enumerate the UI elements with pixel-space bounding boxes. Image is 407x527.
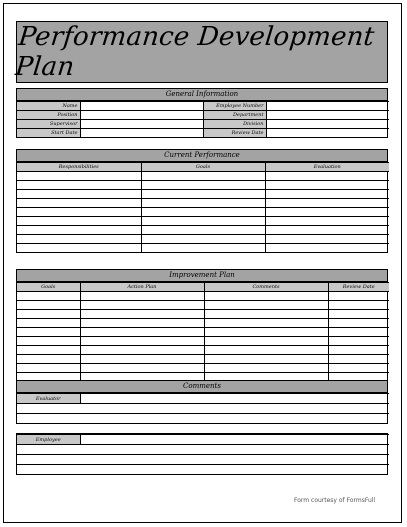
table-cell[interactable] xyxy=(17,346,80,355)
table-cell[interactable] xyxy=(204,346,328,355)
evaluator-row xyxy=(17,414,389,424)
form-page xyxy=(3,3,402,523)
department-field[interactable] xyxy=(266,111,389,120)
goals-header: Goals xyxy=(17,283,80,292)
improvement-plan-table xyxy=(17,282,389,381)
table-cell[interactable] xyxy=(265,235,389,244)
table-cell[interactable] xyxy=(17,172,141,181)
employee-number-label: Employee Number xyxy=(203,102,266,111)
employee-row xyxy=(17,435,389,445)
table-cell[interactable] xyxy=(204,337,328,346)
table-cell[interactable] xyxy=(141,190,265,199)
table-cell[interactable] xyxy=(328,346,389,355)
general-row xyxy=(17,129,389,138)
table-row xyxy=(17,310,389,319)
table-cell[interactable] xyxy=(17,217,141,226)
goals-header: Goals xyxy=(141,163,265,172)
table-cell[interactable] xyxy=(80,346,204,355)
table-row xyxy=(17,226,389,235)
table-cell[interactable] xyxy=(141,226,265,235)
review-date-field[interactable] xyxy=(266,129,389,138)
table-cell[interactable] xyxy=(328,301,389,310)
current-performance-section xyxy=(16,149,388,253)
form-title: Performance Development Plan xyxy=(13,22,376,82)
table-cell[interactable] xyxy=(265,208,389,217)
table-row xyxy=(17,244,389,253)
employee-label: Employee xyxy=(17,435,80,445)
table-cell[interactable] xyxy=(328,328,389,337)
action-plan-header: Action Plan xyxy=(80,283,204,292)
evaluator-comments-table xyxy=(17,393,389,423)
table-cell[interactable] xyxy=(17,181,141,190)
table-cell[interactable] xyxy=(328,319,389,328)
table-row xyxy=(17,199,389,208)
table-cell[interactable] xyxy=(17,328,80,337)
table-cell[interactable] xyxy=(141,235,265,244)
department-label: Department xyxy=(203,111,266,120)
table-cell[interactable] xyxy=(17,244,141,253)
table-row xyxy=(17,190,389,199)
table-cell[interactable] xyxy=(80,301,204,310)
evaluation-header: Evaluation xyxy=(265,163,389,172)
table-cell[interactable] xyxy=(80,292,204,301)
table-cell[interactable] xyxy=(328,310,389,319)
position-field[interactable] xyxy=(80,111,203,120)
improvement-plan-heading: Improvement Plan xyxy=(17,270,387,282)
table-row xyxy=(17,181,389,190)
employee-row xyxy=(17,445,389,455)
table-cell[interactable] xyxy=(204,319,328,328)
position-label: Position xyxy=(17,111,80,120)
name-field[interactable] xyxy=(80,102,203,111)
evaluator-row xyxy=(17,394,389,404)
table-cell[interactable] xyxy=(204,328,328,337)
table-cell[interactable] xyxy=(141,208,265,217)
table-cell[interactable] xyxy=(17,301,80,310)
table-cell[interactable] xyxy=(17,199,141,208)
column-header-row xyxy=(17,163,389,172)
start-date-label: Start Date xyxy=(17,129,80,138)
table-row xyxy=(17,337,389,346)
table-cell[interactable] xyxy=(80,319,204,328)
employee-comment-line[interactable] xyxy=(17,455,389,465)
employee-row xyxy=(17,455,389,465)
general-row xyxy=(17,111,389,120)
table-cell[interactable] xyxy=(265,172,389,181)
comments-heading: Comments xyxy=(17,381,387,393)
footer-credit: Form courtesy of FormsFull xyxy=(294,497,376,504)
table-cell[interactable] xyxy=(17,364,80,373)
supervisor-field[interactable] xyxy=(80,120,203,129)
table-cell[interactable] xyxy=(17,319,80,328)
title-banner xyxy=(13,21,388,83)
table-cell[interactable] xyxy=(204,355,328,364)
improvement-plan-section xyxy=(16,269,388,382)
table-cell[interactable] xyxy=(17,337,80,346)
table-row xyxy=(17,301,389,310)
employee-comment-line[interactable] xyxy=(17,465,389,475)
table-cell[interactable] xyxy=(17,190,141,199)
table-cell[interactable] xyxy=(328,337,389,346)
review-date-header: Review Date xyxy=(328,283,389,292)
general-information-table xyxy=(17,101,389,137)
comments-section xyxy=(16,380,388,424)
table-cell[interactable] xyxy=(17,235,141,244)
table-cell[interactable] xyxy=(141,244,265,253)
supervisor-label: Supervisor xyxy=(17,120,80,129)
table-row xyxy=(17,292,389,301)
table-cell[interactable] xyxy=(141,172,265,181)
general-row xyxy=(17,102,389,111)
table-cell[interactable] xyxy=(204,292,328,301)
employee-comment-line[interactable] xyxy=(80,435,389,445)
table-row xyxy=(17,328,389,337)
table-cell[interactable] xyxy=(80,337,204,346)
table-cell[interactable] xyxy=(265,226,389,235)
table-cell[interactable] xyxy=(204,301,328,310)
table-cell[interactable] xyxy=(17,208,141,217)
table-cell[interactable] xyxy=(265,199,389,208)
employee-comments-table xyxy=(17,434,389,474)
table-cell[interactable] xyxy=(265,190,389,199)
division-field[interactable] xyxy=(266,120,389,129)
table-row xyxy=(17,217,389,226)
table-cell[interactable] xyxy=(265,181,389,190)
employee-number-field[interactable] xyxy=(266,102,389,111)
table-row xyxy=(17,172,389,181)
table-cell[interactable] xyxy=(141,199,265,208)
evaluator-label: Evaluator xyxy=(17,394,80,404)
table-cell[interactable] xyxy=(328,355,389,364)
current-performance-table xyxy=(17,162,389,252)
table-row xyxy=(17,364,389,373)
evaluator-comment-line[interactable] xyxy=(17,404,389,414)
table-row xyxy=(17,355,389,364)
current-performance-heading: Current Performance xyxy=(17,150,387,162)
table-cell[interactable] xyxy=(17,355,80,364)
employee-comments-section xyxy=(16,433,388,475)
evaluator-comment-line[interactable] xyxy=(17,414,389,424)
table-cell[interactable] xyxy=(204,364,328,373)
general-information-heading: General Information xyxy=(17,89,387,101)
table-row xyxy=(17,346,389,355)
employee-comment-line[interactable] xyxy=(17,445,389,455)
general-information-section xyxy=(16,88,388,138)
general-row xyxy=(17,120,389,129)
table-cell[interactable] xyxy=(80,364,204,373)
table-cell[interactable] xyxy=(204,310,328,319)
table-cell[interactable] xyxy=(17,226,141,235)
table-cell[interactable] xyxy=(141,217,265,226)
table-row xyxy=(17,235,389,244)
table-cell[interactable] xyxy=(141,181,265,190)
table-row xyxy=(17,319,389,328)
table-cell[interactable] xyxy=(328,292,389,301)
name-label: Name xyxy=(17,102,80,111)
table-cell[interactable] xyxy=(328,364,389,373)
table-cell[interactable] xyxy=(265,217,389,226)
start-date-field[interactable] xyxy=(80,129,203,138)
employee-row xyxy=(17,465,389,475)
evaluator-comment-line[interactable] xyxy=(80,394,389,404)
responsibilities-header: Responsibilities xyxy=(17,163,141,172)
table-cell[interactable] xyxy=(80,355,204,364)
table-row xyxy=(17,208,389,217)
comments-header: Comments xyxy=(204,283,328,292)
column-header-row xyxy=(17,283,389,292)
table-cell[interactable] xyxy=(80,328,204,337)
table-cell[interactable] xyxy=(265,244,389,253)
table-cell[interactable] xyxy=(17,292,80,301)
table-cell[interactable] xyxy=(17,310,80,319)
evaluator-row xyxy=(17,404,389,414)
review-date-label: Review Date xyxy=(203,129,266,138)
table-cell[interactable] xyxy=(80,310,204,319)
division-label: Division xyxy=(203,120,266,129)
